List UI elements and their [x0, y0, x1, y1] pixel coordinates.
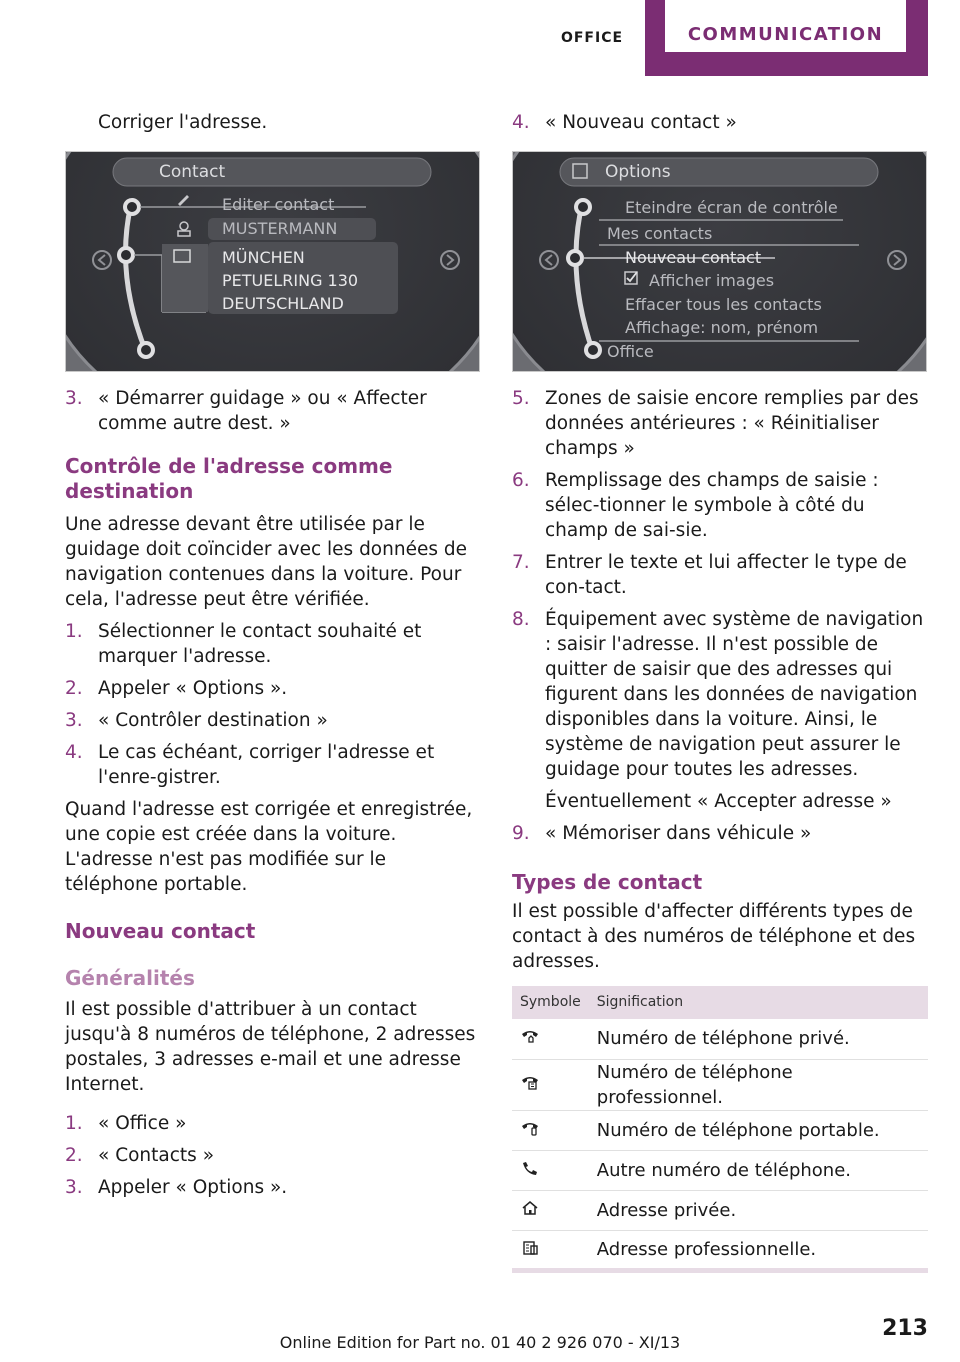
heading-check-address: Contrôle de l'adresse comme destination	[65, 454, 393, 503]
options-screen-item-my-contacts: Mes contacts	[607, 224, 713, 243]
intro-text: Corriger l'adresse.	[98, 112, 268, 133]
contact-screen-image	[65, 151, 480, 372]
header-tab-office-label: OFFICE	[560, 30, 624, 46]
table-cell-meaning: Numéro de téléphone privé.	[589, 1019, 928, 1059]
table-header-symbol: Symbole	[512, 986, 589, 1019]
step8-extra: Éventuellement « Accepter adresse »	[545, 791, 892, 812]
options-screen-title: Options	[605, 162, 671, 182]
office-building-icon	[512, 1230, 589, 1270]
check-after-paragraph: Quand l'adresse est corrigée et enregistrée, une copie est créée dans la voiture. L'adresse n'est pas modifiée sur le téléphone portable.	[65, 799, 473, 895]
heading-general: Généralités	[65, 966, 195, 990]
check-steps-list	[65, 619, 480, 790]
step-list-start	[65, 386, 480, 436]
check-paragraph: Une adresse devant être utilisée par le guidage doit coïncider avec les données de navigation contenues dans la voiture. Pour cela, l'adresse peut être vérifiée.	[65, 514, 467, 610]
heading-new-contact: Nouveau contact	[65, 919, 256, 943]
list-item: 7. Entrer le texte et lui affecter le type de con‐tact.	[512, 552, 907, 598]
list-item: 6. Remplissage des champs de saisie : sélec‐tionner le symbole à côté du champ de sai‐sie.	[512, 470, 879, 541]
general-steps-list	[65, 1111, 480, 1200]
options-screen-item-show-images: Afficher images	[649, 271, 775, 290]
list-item: 3. Appeler « Options ».	[65, 1177, 288, 1198]
contact-screen-item-street: PETUELRING 130	[222, 271, 359, 290]
table-cell-meaning: Numéro de téléphone portable.	[589, 1110, 928, 1150]
footer-edition: Online Edition for Part no. 01 40 2 926 070 - XI/13	[279, 1333, 681, 1352]
table-row	[512, 1059, 928, 1110]
left-column	[65, 110, 480, 1207]
options-screen-item-screen-off: Eteindre écran de contrôle	[625, 198, 838, 217]
options-screen-image	[512, 151, 927, 372]
options-screen-item-office: Office	[607, 342, 654, 361]
step-list-right	[512, 386, 928, 782]
options-screen-item-delete-all: Effacer tous les contacts	[625, 295, 822, 314]
office-phone-icon	[512, 1059, 589, 1110]
contact-screen-item-name: MUSTERMANN	[222, 219, 338, 238]
header-tab-office	[540, 0, 644, 76]
table-row	[512, 1110, 928, 1150]
list-item: 2. « Contacts »	[65, 1145, 215, 1166]
table-row	[512, 1019, 928, 1059]
phone-handset-icon	[512, 1150, 589, 1190]
contact-screen-item-country: DEUTSCHLAND	[222, 294, 344, 313]
contact-types-table	[512, 986, 928, 1273]
mobile-phone-icon	[512, 1110, 589, 1150]
right-column	[512, 110, 928, 1273]
table-cell-meaning: Adresse privée.	[589, 1190, 928, 1230]
list-item: 2. Appeler « Options ».	[65, 678, 288, 699]
header-tab-communication-label: COMMUNICATION	[687, 24, 884, 45]
list-item: 4. « Nouveau contact »	[512, 112, 737, 133]
table-header-meaning: Signification	[589, 986, 928, 1019]
table-row	[512, 1190, 928, 1230]
page-number: 213	[882, 1316, 928, 1341]
table-row	[512, 1150, 928, 1190]
options-screen-item-new-contact: Nouveau contact	[625, 248, 762, 267]
contact-screen-title: Contact	[159, 162, 226, 182]
list-item: 4. Le cas échéant, corriger l'adresse et l'enre‐gistrer.	[65, 742, 435, 788]
list-item: 3. « Contrôler destination »	[65, 710, 328, 731]
general-paragraph: Il est possible d'attribuer à un contact jusqu'à 8 numéros de téléphone, 2 adresses postales, 3 adresses e-mail et une adresse Internet.	[65, 999, 476, 1095]
home-phone-icon	[512, 1019, 589, 1059]
home-icon	[512, 1190, 589, 1230]
table-cell-meaning: Autre numéro de téléphone.	[589, 1150, 928, 1190]
contact-screen-item-edit: Editer contact	[222, 195, 335, 214]
step-list-four	[512, 110, 928, 135]
table-cell-meaning: Numéro de téléphone professionnel.	[589, 1059, 928, 1110]
list-item: 1. Sélectionner le contact souhaité et marquer l'adresse.	[65, 621, 422, 667]
header-tab-communication	[645, 0, 928, 76]
list-item: 3. « Démarrer guidage » ou « Affecter comme autre dest. »	[65, 388, 427, 434]
list-item: 1. « Office »	[65, 1113, 187, 1134]
list-item: 8. Équipement avec système de navigation : saisir l'adresse. Il n'est possible de quitter de saisir que des adresses qui figurent dans les données de navigation disponibles dans la voiture. Ainsi, le système de navigation peut assurer le guidage pour toutes les adresses.	[512, 609, 924, 780]
table-row	[512, 1230, 928, 1270]
step-list-nine	[512, 821, 928, 846]
list-item: 5. Zones de saisie encore remplies par des données antérieures : « Réinitialiser champs »	[512, 388, 919, 459]
heading-contact-types: Types de contact	[512, 870, 703, 894]
list-item: 9. « Mémoriser dans véhicule »	[512, 823, 812, 844]
table-cell-meaning: Adresse professionnelle.	[589, 1230, 928, 1270]
contact-screen-item-city: MÜNCHEN	[222, 248, 305, 267]
table-header-row	[512, 986, 928, 1019]
types-paragraph: Il est possible d'affecter différents types de contact à des numéros de téléphone et des adresses.	[512, 901, 916, 972]
options-screen-item-display-order: Affichage: nom, prénom	[625, 318, 819, 337]
